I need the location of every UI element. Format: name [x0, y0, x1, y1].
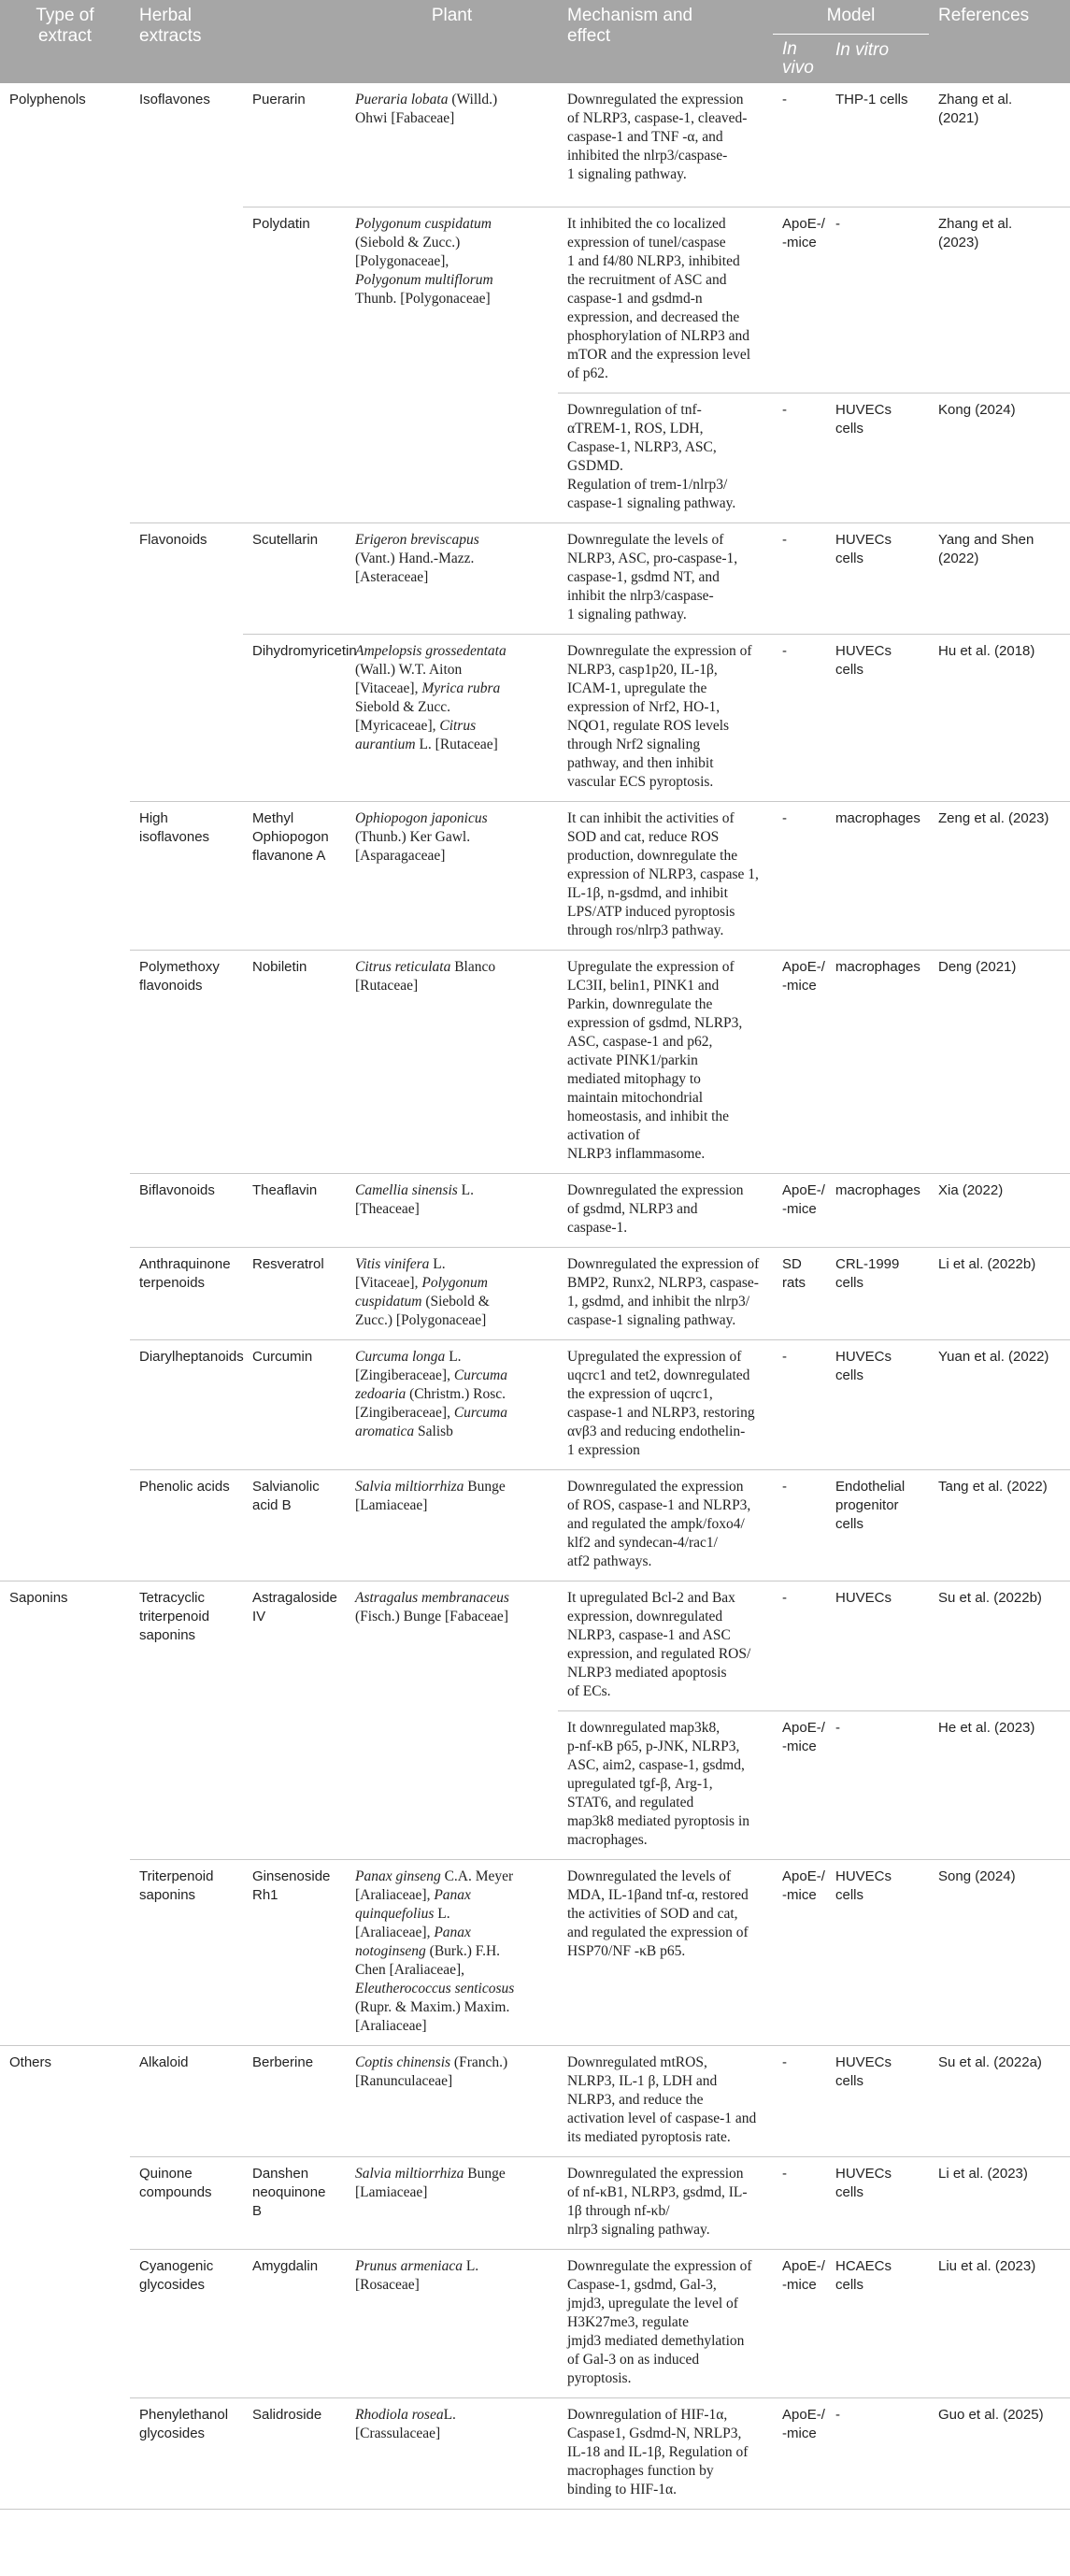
reference-cell: [929, 2157, 1070, 2250]
in-vitro-text: -: [835, 2407, 840, 2423]
header-plant: Plant: [346, 0, 558, 83]
in-vitro-cell: [826, 1470, 929, 1581]
plant-species: Panax quinquefolius: [355, 1887, 471, 1922]
plant-cell: [346, 1174, 558, 1248]
plant-authority: C.A. Meyer [Araliaceae],: [355, 1868, 514, 1903]
subtype-label: Phenolic acids: [139, 1479, 230, 1495]
reference-cell: [929, 2398, 1070, 2510]
in-vitro-cell: [826, 1581, 929, 1711]
mechanism-text: Downregulated the levels of MDA, IL-1βand tnf-α, restored the activities of SOD and cat, and regulated the expression of HSP70/NF -κB p65.: [567, 1868, 749, 1959]
mechanism-cell: [558, 394, 773, 523]
reference-text: Zeng et al. (2023): [938, 810, 1049, 826]
table-row: [0, 951, 1070, 1174]
in-vivo-cell: [773, 2398, 826, 2510]
reference-text: Yuan et al. (2022): [938, 1349, 1049, 1365]
extract-cell: [243, 208, 346, 523]
reference-cell: [929, 2250, 1070, 2398]
plant-cell: [346, 1860, 558, 2046]
reference-cell: [929, 1860, 1070, 2046]
subtype-label: Diarylheptanoids: [139, 1349, 244, 1365]
plant-authority: Thunb. [Polygonaceae]: [355, 291, 491, 307]
in-vitro-cell: [826, 802, 929, 951]
table-row: [0, 802, 1070, 951]
mechanism-text: Downregulated mtROS, NLRP3, IL-1 β, LDH and NLRP3, and reduce the activation level of caspase-1 and its mediated pyroptosis rate.: [567, 2054, 757, 2145]
plant-authority: L. [Rutaceae]: [415, 737, 498, 752]
subtype-cell: [130, 1581, 243, 1860]
plant-authority: L. [Crassulaceae]: [355, 2407, 456, 2441]
plant-cell: [346, 802, 558, 951]
plant-species: Polygonum cuspidatum: [355, 1275, 488, 1309]
plant-species: Salvia miltiorrhiza: [355, 1479, 464, 1495]
plant-cell: [346, 2398, 558, 2510]
reference-text: Zhang et al. (2021): [938, 91, 1013, 126]
extract-name: Nobiletin: [252, 959, 307, 975]
in-vitro-cell: [826, 951, 929, 1174]
table-row: [0, 1340, 1070, 1470]
mechanism-cell: [558, 1174, 773, 1248]
header-references: References: [929, 0, 1070, 83]
mechanism-cell: [558, 1711, 773, 1860]
mechanism-cell: [558, 1860, 773, 2046]
in-vivo-text: -: [782, 402, 787, 418]
subtype-label: Isoflavones: [139, 91, 210, 107]
mechanism-cell: [558, 635, 773, 802]
reference-cell: [929, 523, 1070, 635]
in-vitro-text: macrophages: [835, 1182, 920, 1198]
group-label: Others: [9, 2054, 52, 2070]
in-vitro-text: macrophages: [835, 810, 920, 826]
plant-authority: L. [Vitaceae],: [355, 1256, 446, 1291]
extract-name: Curcumin: [252, 1349, 313, 1365]
plant-authority: (Vant.) Hand.-Mazz. [Asteraceae]: [355, 551, 475, 585]
mechanism-cell: [558, 1248, 773, 1340]
plant-cell: [346, 208, 558, 523]
mechanism-cell: [558, 2046, 773, 2157]
subtype-label: Phenylethanol glycosides: [139, 2407, 229, 2441]
extract-cell: [243, 802, 346, 951]
in-vivo-text: -: [782, 532, 787, 548]
in-vitro-text: macrophages: [835, 959, 920, 975]
mechanism-text: Downregulate the levels of NLRP3, ASC, pro-caspase-1, caspase-1, gsdmd NT, and inhibit the nlrp3/caspase- 1 signaling pathway.: [567, 532, 738, 623]
subtype-cell: [130, 1860, 243, 2046]
extract-cell: [243, 2398, 346, 2510]
in-vitro-cell: [826, 83, 929, 208]
mechanism-text: It inhibited the co localized expression of tunel/caspase 1 and f4/80 NLRP3, inhibited the recruitment of ASC and caspase-1 and gsdmd-n expression, and decreased the phosphorylation of NLRP3 and mTOR and the expression level of p62.: [567, 216, 751, 381]
in-vivo-cell: [773, 802, 826, 951]
in-vivo-cell: [773, 1248, 826, 1340]
plant-authority: (Siebold & Zucc.) [Polygonaceae],: [355, 235, 461, 269]
extract-cell: [243, 1340, 346, 1470]
extract-cell: [243, 523, 346, 635]
plant-species: Panax ginseng: [355, 1868, 441, 1884]
in-vivo-text: -: [782, 2054, 787, 2070]
extract-cell: [243, 951, 346, 1174]
in-vivo-text: ApoE-/ -mice: [782, 216, 825, 250]
subtype-label: Triterpenoid saponins: [139, 1868, 214, 1903]
in-vitro-text: HUVECs cells: [835, 643, 892, 678]
mechanism-text: Downregulated the expression of nf-κB1, NLRP3, gsdmd, IL- 1β through nf-κb/ nlrp3 signaling pathway.: [567, 2166, 748, 2238]
plant-species: Curcuma longa: [355, 1349, 446, 1365]
mechanism-text: Downregulated the expression of ROS, caspase-1 and NLRP3, and regulated the ampk/foxo4/ klf2 and syndecan-4/rac1/ atf2 pathways.: [567, 1479, 751, 1569]
plant-species: Prunus armeniaca: [355, 2258, 463, 2274]
plant-species: Pueraria lobata: [355, 91, 449, 107]
in-vitro-cell: [826, 2250, 929, 2398]
reference-text: He et al. (2023): [938, 1720, 1035, 1736]
subtype-cell: [130, 2157, 243, 2250]
extract-cell: [243, 2250, 346, 2398]
in-vitro-text: -: [835, 216, 840, 232]
reference-cell: [929, 951, 1070, 1174]
in-vivo-text: -: [782, 643, 787, 659]
subtype-label: High isoflavones: [139, 810, 210, 845]
plant-cell: [346, 1470, 558, 1581]
in-vitro-cell: [826, 1711, 929, 1860]
extract-name: Polydatin: [252, 216, 310, 232]
in-vitro-text: HCAECs cells: [835, 2258, 892, 2293]
reference-text: Kong (2024): [938, 402, 1016, 418]
in-vitro-text: HUVECs cells: [835, 1868, 892, 1903]
plant-authority: (Willd.) Ohwi [Fabaceae]: [355, 91, 498, 126]
reference-cell: [929, 1581, 1070, 1711]
in-vitro-cell: [826, 2046, 929, 2157]
plant-species: Citrus reticulata: [355, 959, 451, 975]
plant-species: Vitis vinifera: [355, 1256, 430, 1272]
plant-authority: L. [Rosaceae]: [355, 2258, 479, 2293]
reference-text: Yang and Shen (2022): [938, 532, 1034, 566]
in-vitro-cell: [826, 635, 929, 802]
reference-text: Zhang et al. (2023): [938, 216, 1013, 250]
extract-name: Amygdalin: [252, 2258, 319, 2274]
in-vivo-cell: [773, 523, 826, 635]
in-vitro-text: HUVECs cells: [835, 2054, 892, 2089]
reference-text: Xia (2022): [938, 1182, 1004, 1198]
plant-authority: (Wall.) W.T. Aiton [Vitaceae],: [355, 662, 463, 696]
reference-text: Song (2024): [938, 1868, 1016, 1884]
header-in-vivo: In vivo: [773, 34, 826, 83]
reference-cell: [929, 1711, 1070, 1860]
in-vivo-text: SD rats: [782, 1256, 806, 1291]
extract-name: Salvianolic acid B: [252, 1479, 320, 1513]
reference-cell: [929, 1174, 1070, 1248]
mechanism-text: Upregulate the expression of LC3II, belin1, PINK1 and Parkin, downregulate the expression of gsdmd, NLRP3, ASC, caspase-1 and p62, activate PINK1/parkin mediated mitophagy to maintain mitochondrial homeostasis, and inhibit the activation of NLRP3 inflammasome.: [567, 959, 743, 1162]
table-row: [0, 1581, 1070, 1711]
in-vivo-cell: [773, 1340, 826, 1470]
reference-cell: [929, 1470, 1070, 1581]
in-vivo-text: ApoE-/ -mice: [782, 1720, 825, 1754]
plant-authority: (Rupr. & Maxim.) Maxim. [Araliaceae]: [355, 1999, 510, 2034]
in-vitro-text: HUVECs: [835, 1590, 892, 1606]
plant-cell: [346, 83, 558, 208]
plant-authority: L. [Theaceae]: [355, 1182, 475, 1217]
reference-cell: [929, 802, 1070, 951]
plant-authority: (Christm.) Rosc. [Zingiberaceae],: [355, 1386, 506, 1421]
in-vitro-text: CRL-1999 cells: [835, 1256, 900, 1291]
group-cell: [0, 83, 130, 1581]
in-vivo-cell: [773, 208, 826, 394]
mechanism-text: Downregulated the expression of BMP2, Runx2, NLRP3, caspase- 1, gsdmd, and inhibit the nlrp3/ caspase-1 signaling pathway.: [567, 1256, 760, 1328]
plant-species: Polygonum multiflorum: [355, 272, 493, 288]
plant-species: Polygonum cuspidatum: [355, 216, 492, 232]
plant-authority: L. [Zingiberaceae],: [355, 1349, 462, 1383]
plant-species: Panax notoginseng: [355, 1925, 471, 1959]
in-vivo-cell: [773, 1581, 826, 1711]
plant-authority: (Franch.) [Ranunculaceae]: [355, 2054, 508, 2089]
group-label: Saponins: [9, 1590, 68, 1606]
mechanism-cell: [558, 2250, 773, 2398]
in-vitro-cell: [826, 1340, 929, 1470]
reference-text: Hu et al. (2018): [938, 643, 1035, 659]
group-cell: [0, 1581, 130, 2046]
plant-cell: [346, 635, 558, 802]
plant-authority: (Burk.) F.H. Chen [Araliaceae],: [355, 1943, 501, 1978]
header-model: Model: [773, 0, 929, 34]
extract-name: Scutellarin: [252, 532, 319, 548]
reference-text: Guo et al. (2025): [938, 2407, 1044, 2423]
extract-cell: [243, 1470, 346, 1581]
in-vivo-cell: [773, 2046, 826, 2157]
subtype-cell: [130, 2398, 243, 2510]
reference-text: Liu et al. (2023): [938, 2258, 1036, 2274]
extract-name: Methyl Ophiopogon flavanone A: [252, 810, 329, 864]
subtype-label: Biflavonoids: [139, 1182, 215, 1198]
plant-species: Ampelopsis grossedentata: [355, 643, 506, 659]
in-vivo-cell: [773, 951, 826, 1174]
plant-authority: (Thunb.) Ker Gawl. [Asparagaceae]: [355, 829, 471, 864]
subtype-cell: [130, 802, 243, 951]
reference-cell: [929, 2046, 1070, 2157]
group-label: Polyphenols: [9, 91, 86, 107]
subtype-label: Alkaloid: [139, 2054, 189, 2070]
plant-cell: [346, 1248, 558, 1340]
in-vivo-text: -: [782, 2166, 787, 2182]
in-vitro-text: THP-1 cells: [835, 91, 908, 107]
in-vitro-text: HUVECs cells: [835, 2166, 892, 2200]
group-cell: [0, 2046, 130, 2510]
reference-text: Tang et al. (2022): [938, 1479, 1048, 1495]
subtype-label: Polymethoxy flavonoids: [139, 959, 220, 994]
header-herbal-gap: [243, 0, 346, 83]
subtype-cell: [130, 951, 243, 1174]
mechanism-text: It downregulated map3k8, p-nf-κB p65, p-JNK, NLRP3, ASC, aim2, caspase-1, gsdmd, upregulated tgf-β, Arg-1, STAT6, and regulated map3k8 mediated pyroptosis in macrophages.: [567, 1720, 750, 1848]
mechanism-text: Downregulate the expression of Caspase-1, gsdmd, Gal-3, jmjd3, upregulate the level of H3K27me3, regulate jmjd3 mediated demethylation of Gal-3 on as induced pyroptosis.: [567, 2258, 752, 2386]
plant-species: Ophiopogon japonicus: [355, 810, 488, 826]
table-row: [0, 1248, 1070, 1340]
in-vitro-cell: [826, 2398, 929, 2510]
plant-species: Curcuma zedoaria: [355, 1367, 507, 1402]
subtype-label: Cyanogenic glycosides: [139, 2258, 214, 2293]
plant-cell: [346, 1340, 558, 1470]
subtype-cell: [130, 2046, 243, 2157]
plant-authority: Bunge [Lamiaceae]: [355, 2166, 506, 2200]
plant-authority: Blanco [Rutaceae]: [355, 959, 496, 994]
extract-cell: [243, 2046, 346, 2157]
extract-cell: [243, 83, 346, 208]
reference-text: Li et al. (2023): [938, 2166, 1028, 2182]
reference-cell: [929, 394, 1070, 523]
mechanism-text: Downregulation of tnf- αTREM-1, ROS, LDH, Caspase-1, NLRP3, ASC, GSDMD. Regulation of trem-1/nlrp3/ caspase-1 signaling pathway.: [567, 402, 736, 511]
table-row: [0, 523, 1070, 635]
in-vivo-cell: [773, 83, 826, 208]
plant-species: Camellia sinensis: [355, 1182, 458, 1198]
subtype-cell: [130, 1174, 243, 1248]
mechanism-cell: [558, 2157, 773, 2250]
extract-name: Dihydromyricetin: [252, 643, 357, 659]
mechanism-cell: [558, 1340, 773, 1470]
in-vivo-text: -: [782, 91, 787, 107]
mechanism-text: Downregulated the expression of gsdmd, NLRP3 and caspase-1.: [567, 1182, 744, 1236]
reference-cell: [929, 635, 1070, 802]
plant-species: Erigeron breviscapus: [355, 532, 479, 548]
mechanism-text: Downregulate the expression of NLRP3, casp1p20, IL-1β, ICAM-1, upregulate the expression of Nrf2, HO-1, NQO1, regulate ROS levels through Nrf2 signaling pathway, and then inhibit vascular ECS pyroptosis.: [567, 643, 752, 790]
table-row: [0, 1860, 1070, 2046]
table-row: [0, 2157, 1070, 2250]
in-vitro-cell: [826, 208, 929, 394]
in-vivo-text: -: [782, 1479, 787, 1495]
reference-text: Su et al. (2022a): [938, 2054, 1042, 2070]
plant-species: Salvia miltiorrhiza: [355, 2166, 464, 2182]
reference-cell: [929, 1340, 1070, 1470]
reference-cell: [929, 208, 1070, 394]
plant-species: Myrica rubra: [421, 680, 501, 696]
extract-name: Ginsenoside Rh1: [252, 1868, 331, 1903]
in-vivo-text: -: [782, 810, 787, 826]
header-in-vitro: In vitro: [826, 34, 929, 83]
plant-species: Rhodiola rosea: [355, 2407, 444, 2423]
mechanism-cell: [558, 951, 773, 1174]
mechanism-cell: [558, 83, 773, 208]
in-vivo-cell: [773, 635, 826, 802]
plant-authority: (Siebold & Zucc.) [Polygonaceae]: [355, 1294, 490, 1328]
subtype-cell: [130, 523, 243, 802]
extract-name: Theaflavin: [252, 1182, 318, 1198]
in-vivo-cell: [773, 1174, 826, 1248]
plant-species: Eleutherococcus senticosus: [355, 1981, 515, 1996]
mechanism-cell: [558, 523, 773, 635]
mechanism-text: It upregulated Bcl-2 and Bax expression, downregulated NLRP3, caspase-1 and ASC expression, and regulated ROS/ NLRP3 mediated apoptosis of ECs.: [567, 1590, 751, 1699]
plant-authority: (Fisch.) Bunge [Fabaceae]: [355, 1609, 508, 1624]
subtype-cell: [130, 83, 243, 523]
in-vivo-text: -: [782, 1590, 787, 1606]
table-row: [0, 2398, 1070, 2510]
plant-cell: [346, 1581, 558, 1860]
plant-species: Curcuma aromatica: [355, 1405, 507, 1439]
plant-species: Astragalus membranaceus: [355, 1590, 509, 1606]
reference-text: Su et al. (2022b): [938, 1590, 1042, 1606]
plant-cell: [346, 2157, 558, 2250]
in-vitro-text: HUVECs cells: [835, 402, 892, 436]
subtype-label: Tetracyclic triterpenoid saponins: [139, 1590, 210, 1643]
plant-authority: Siebold & Zucc. [Myricaceae],: [355, 699, 451, 734]
mechanism-text: Downregulated the expression of NLRP3, caspase-1, cleaved- caspase-1 and TNF -α, and inhibited the nlrp3/caspase- 1 signaling pathway.: [567, 91, 748, 182]
in-vitro-text: Endothelial progenitor cells: [835, 1479, 906, 1532]
extract-name: Danshen neoquinone B: [252, 2166, 326, 2219]
reference-text: Li et al. (2022b): [938, 1256, 1036, 1272]
subtype-cell: [130, 1340, 243, 1470]
extract-cell: [243, 1860, 346, 2046]
in-vivo-text: ApoE-/ -mice: [782, 2407, 825, 2441]
in-vitro-text: HUVECs cells: [835, 1349, 892, 1383]
mechanism-cell: [558, 208, 773, 394]
reference-text: Deng (2021): [938, 959, 1017, 975]
mechanism-cell: [558, 802, 773, 951]
reference-cell: [929, 1248, 1070, 1340]
in-vitro-cell: [826, 2157, 929, 2250]
plant-authority: L. [Araliaceae],: [355, 1906, 450, 1940]
extract-cell: [243, 1248, 346, 1340]
in-vivo-cell: [773, 2250, 826, 2398]
mechanism-text: Upregulated the expression of uqcrc1 and tet2, downregulated the expression of uqcrc1, caspase-1 and NLRP3, restoring αvβ3 and reducing endothelin- 1 expression: [567, 1349, 755, 1458]
subtype-cell: [130, 1248, 243, 1340]
subtype-cell: [130, 1470, 243, 1581]
table-row: [0, 1174, 1070, 1248]
header-herbal: Herbal extracts: [130, 0, 243, 83]
extract-name: Puerarin: [252, 91, 306, 107]
table-row: [0, 83, 1070, 208]
plant-species: Coptis chinensis: [355, 2054, 451, 2070]
extract-name: Salidroside: [252, 2407, 322, 2423]
in-vitro-cell: [826, 1248, 929, 1340]
extract-cell: [243, 1174, 346, 1248]
header-type: Type of extract: [0, 0, 130, 83]
plant-species: Citrus aurantium: [355, 718, 477, 752]
in-vitro-cell: [826, 1860, 929, 2046]
in-vivo-text: -: [782, 1349, 787, 1365]
table-row: [0, 2250, 1070, 2398]
plant-authority: Bunge [Lamiaceae]: [355, 1479, 506, 1513]
mechanism-text: Downregulation of HIF-1α, Caspase1, Gsdmd-N, NRLP3, IL-18 and IL-1β, Regulation of macrophages function by binding to HIF-1α.: [567, 2407, 749, 2497]
in-vivo-cell: [773, 1711, 826, 1860]
in-vivo-cell: [773, 2157, 826, 2250]
subtype-label: Flavonoids: [139, 532, 207, 548]
plant-cell: [346, 951, 558, 1174]
plant-cell: [346, 2046, 558, 2157]
extract-cell: [243, 2157, 346, 2250]
in-vitro-text: HUVECs cells: [835, 532, 892, 566]
in-vitro-cell: [826, 1174, 929, 1248]
subtype-label: Quinone compounds: [139, 2166, 212, 2200]
in-vitro-cell: [826, 523, 929, 635]
reference-cell: [929, 83, 1070, 208]
subtype-label: Anthraquinone terpenoids: [139, 1256, 231, 1291]
extract-name: Resveratrol: [252, 1256, 324, 1272]
in-vitro-cell: [826, 394, 929, 523]
in-vivo-text: ApoE-/ -mice: [782, 1182, 825, 1217]
header-mechanism: Mechanism and effect: [558, 0, 773, 83]
extract-name: Berberine: [252, 2054, 314, 2070]
extract-cell: [243, 1581, 346, 1860]
mechanism-cell: [558, 1581, 773, 1711]
extract-cell: [243, 635, 357, 802]
plant-authority: Salisb: [414, 1424, 453, 1439]
extract-name: Astragaloside IV: [252, 1590, 337, 1624]
in-vivo-cell: [773, 1860, 826, 2046]
in-vitro-text: -: [835, 1720, 840, 1736]
in-vivo-text: ApoE-/ -mice: [782, 2258, 825, 2293]
in-vivo-cell: [773, 1470, 826, 1581]
plant-cell: [346, 523, 558, 635]
mechanism-text: It can inhibit the activities of SOD and cat, reduce ROS production, downregulate the expression of NLRP3, caspase 1, IL-1β, n-gsdmd, and inhibit LPS/ATP induced pyroptosis through ros/nlrp3 pathway.: [567, 810, 759, 938]
plant-cell: [346, 2250, 558, 2398]
table-row: [0, 2046, 1070, 2157]
table-row: [0, 1470, 1070, 1581]
in-vivo-cell: [773, 394, 826, 523]
subtype-cell: [130, 2250, 243, 2398]
in-vivo-text: ApoE-/ -mice: [782, 959, 825, 994]
mechanism-cell: [558, 2398, 773, 2510]
in-vivo-text: ApoE-/ -mice: [782, 1868, 825, 1903]
mechanism-cell: [558, 1470, 773, 1581]
